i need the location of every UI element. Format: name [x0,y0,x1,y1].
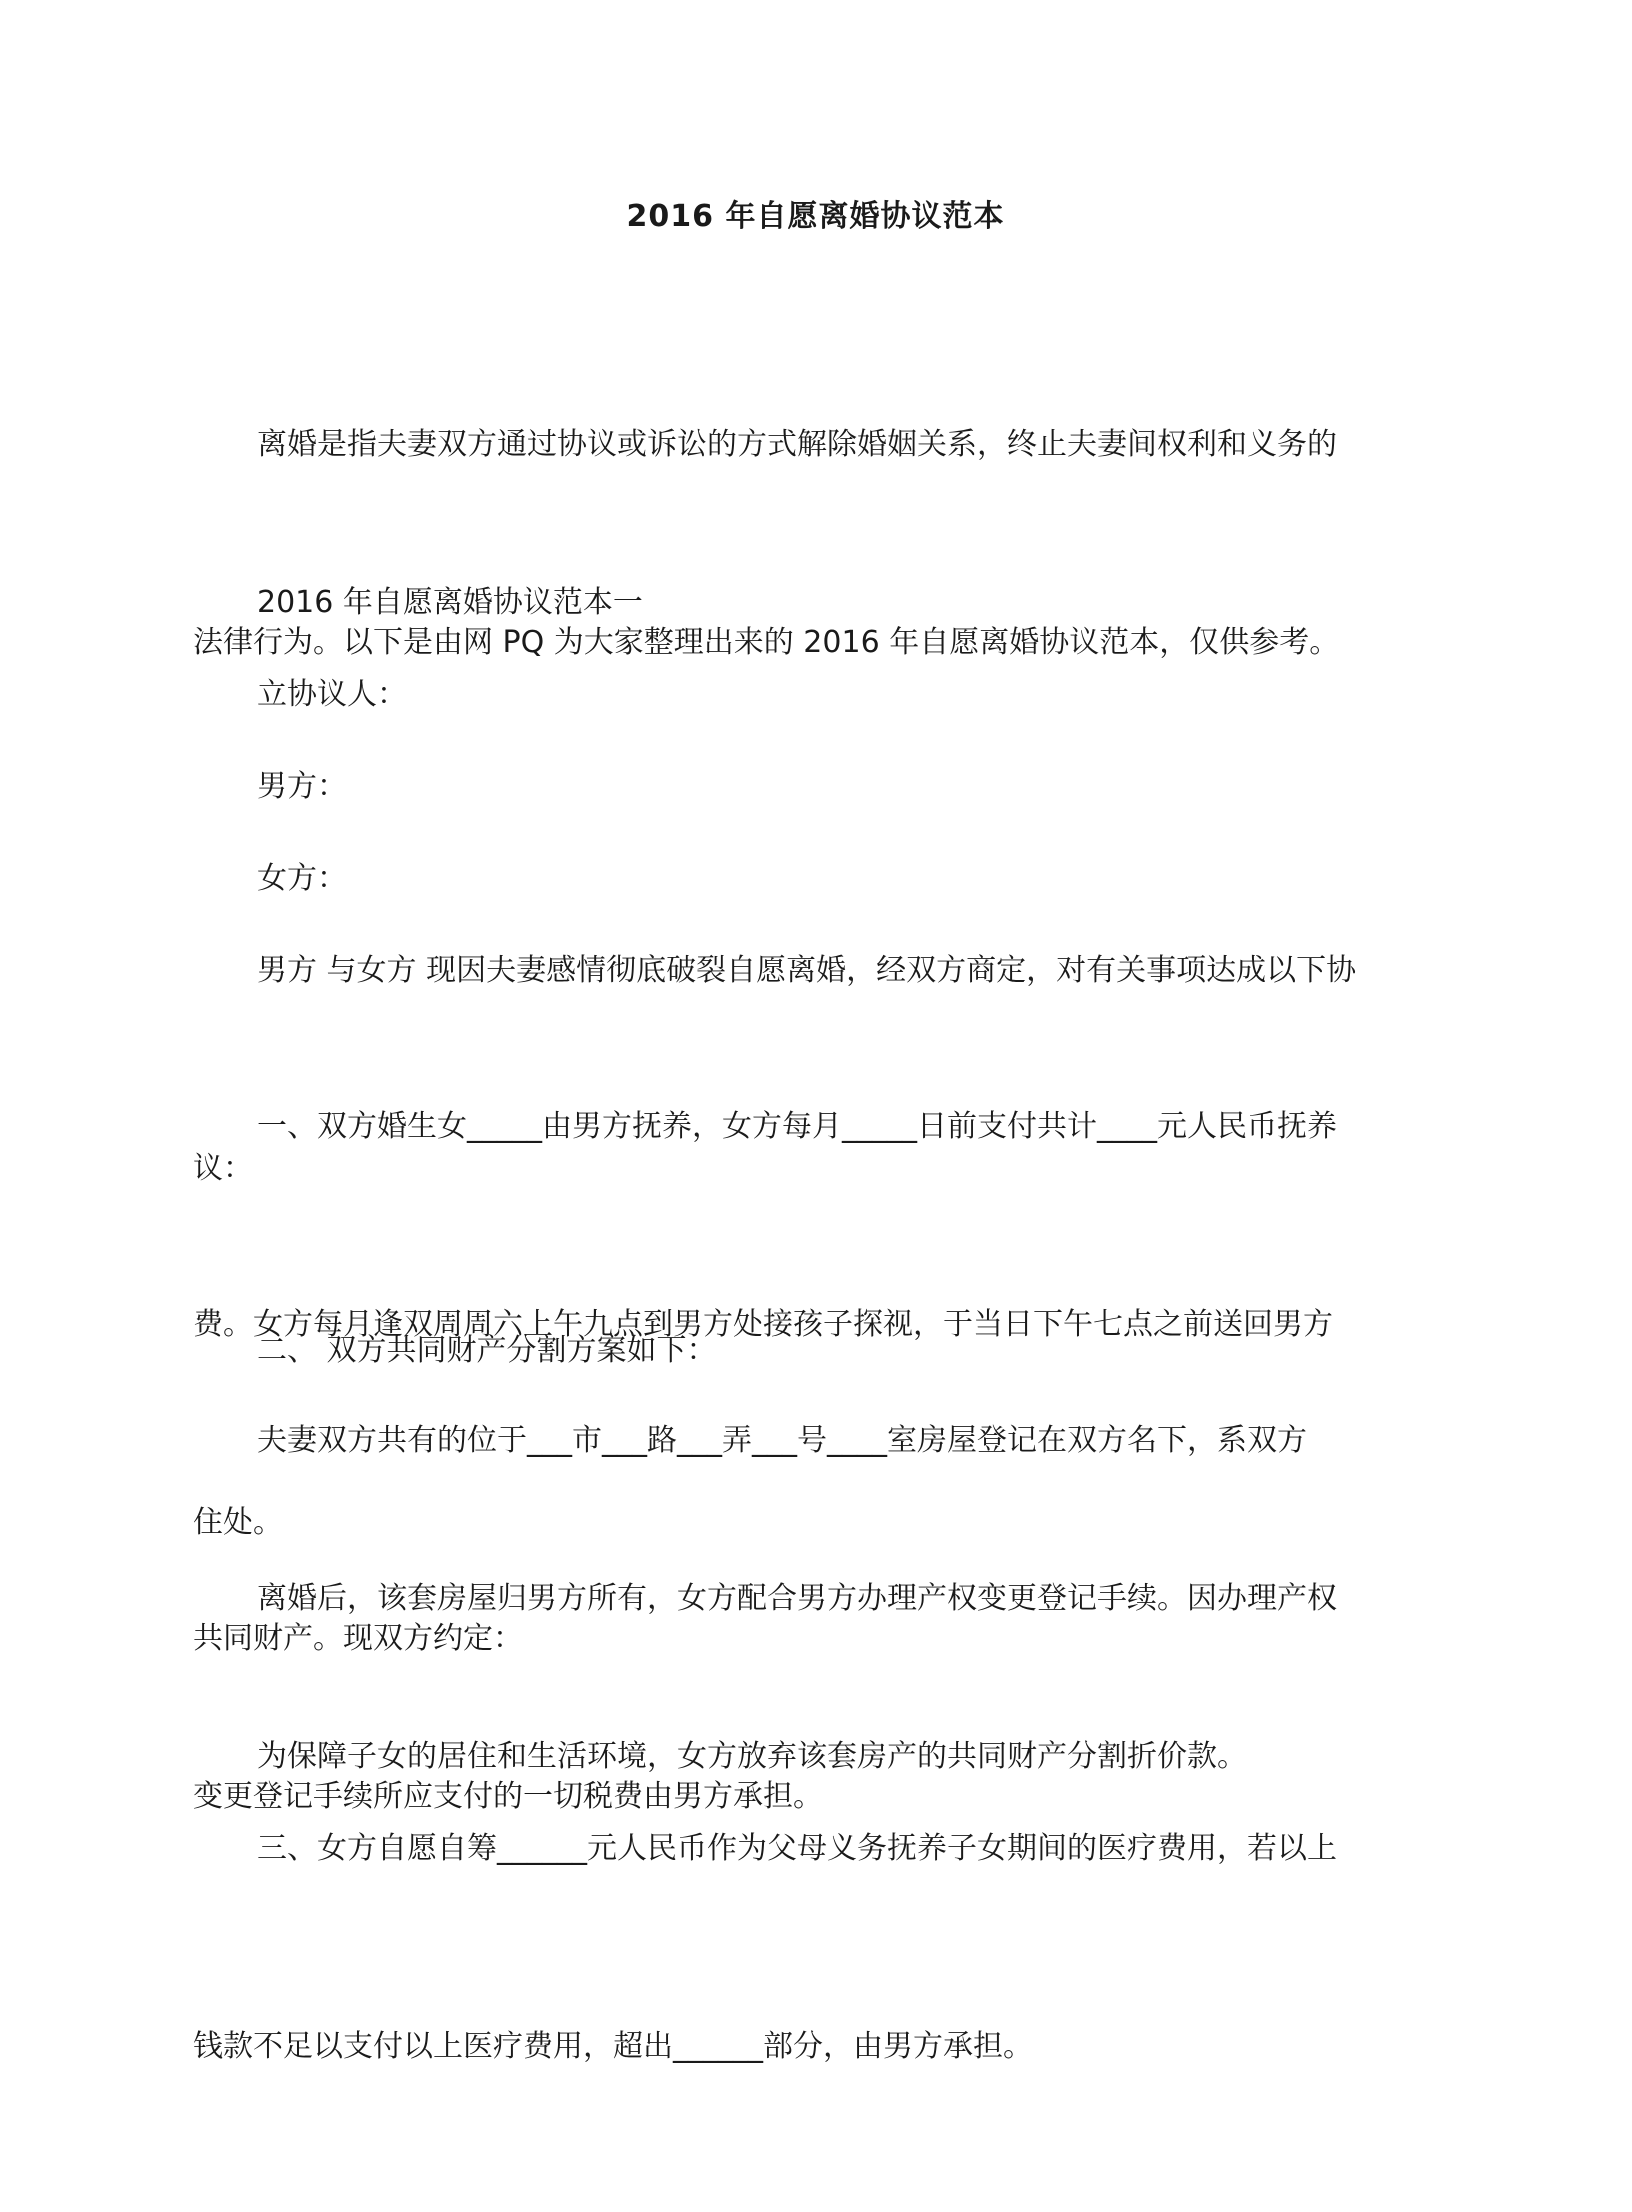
paragraph-line: 立协议人： [257,677,407,712]
paragraph-line: 法律行为。以下是由网 PQ 为大家整理出来的 2016 年自愿离婚协议范本，仅供参考。 [193,625,1340,660]
paragraph-line: 离婚后，该套房屋归男方所有，女方配合男方办理产权变更登记手续。因办理产权 [257,1581,1337,1616]
paragraph-line: 二、 双方共同财产分割方案如下： [257,1333,717,1368]
paragraph-line: 变更登记手续所应支付的一切税费由男方承担。 [193,1779,823,1814]
paragraph-line: 男方： [257,769,347,804]
paragraph-line: 一、双方婚生女_____由男方抚养，女方每月_____日前支付共计____元人民币抚养 [257,1109,1337,1144]
paragraph-line: 三、女方自愿自筹______元人民币作为父母义务抚养子女期间的医疗费用，若以上 [257,1831,1337,1866]
document-page [193,0,1438,2112]
paragraph-line: 女方： [257,861,347,896]
paragraph-line: 2016 年自愿离婚协议范本一 [257,585,643,620]
paragraph-clause-3 [193,1684,1438,2212]
paragraph-line: 住处。 [193,1505,283,1540]
paragraph-line: 共同财产。现双方约定： [193,1621,523,1656]
paragraph-line: 男方 与女方 现因夫妻感情彻底破裂自愿离婚，经双方商定，对有关事项达成以下协 [257,953,1357,988]
paragraph-line: 钱款不足以支付以上医疗费用，超出______部分，由男方承担。 [193,2029,1033,2064]
paragraph-line: 为保障子女的居住和生活环境，女方放弃该套房产的共同财产分割折价款。 [257,1739,1247,1774]
paragraph-line: 费。女方每月逢双周周六上午九点到男方处接孩子探视，于当日下午七点之前送回男方 [193,1307,1333,1342]
paragraph-line: 离婚是指夫妻双方通过协议或诉讼的方式解除婚姻关系，终止夫妻间权利和义务的 [257,427,1337,462]
paragraph-line: 议： [193,1151,253,1186]
paragraph-line: 夫妻双方共有的位于___市___路___弄___号____室房屋登记在双方名下，系双方 [257,1423,1307,1458]
document-title: 2016 年自愿离婚协议范本 [626,199,1005,234]
